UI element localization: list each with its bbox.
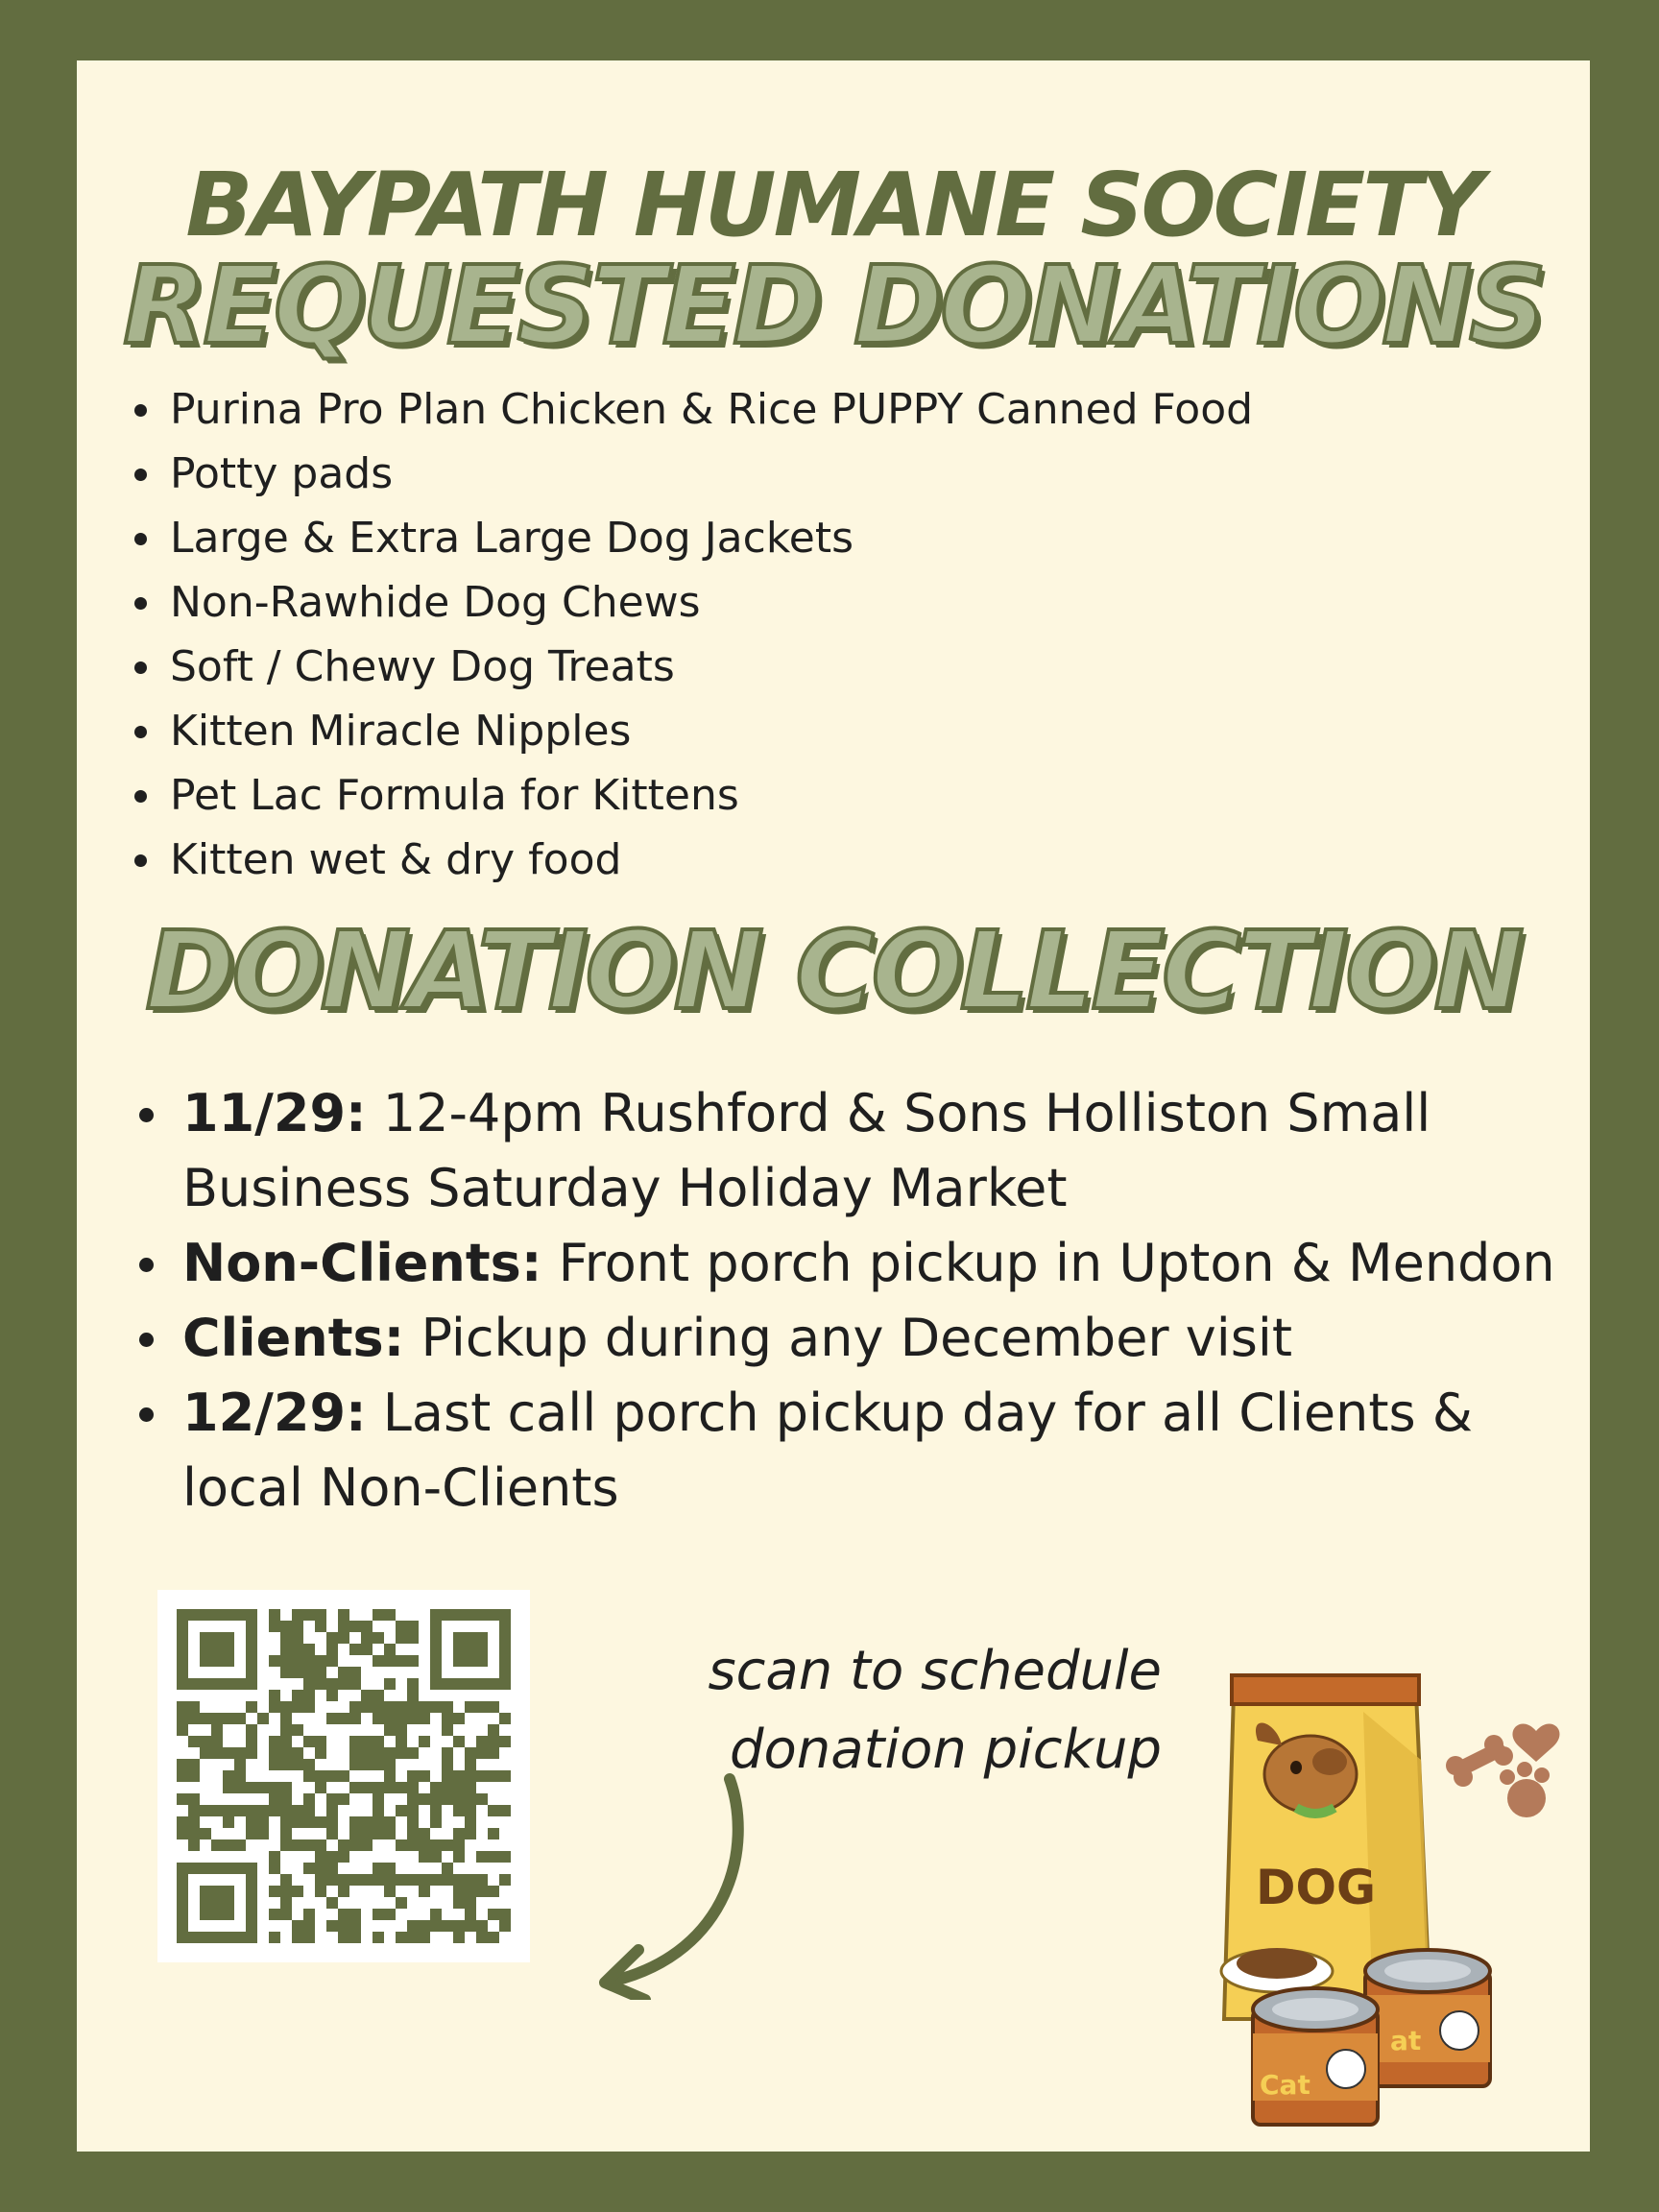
dog-bag-label: DOG bbox=[1256, 1860, 1377, 1915]
collection-item-label: 12/29: bbox=[182, 1382, 367, 1443]
can-label: Cat bbox=[1260, 2069, 1310, 2101]
collection-item bbox=[134, 1226, 1575, 1301]
scan-instructions-line: scan to schedule bbox=[708, 1640, 1162, 1702]
collection-item-label: Non-Clients: bbox=[182, 1233, 542, 1293]
flyer-page bbox=[77, 60, 1590, 2152]
collection-item-label: 11/29: bbox=[182, 1083, 367, 1143]
organization-title: BAYPATH HUMANE SOCIETY bbox=[185, 154, 1481, 256]
collection-item-text: Pickup during any December visit bbox=[404, 1308, 1293, 1368]
collection-item-label: Clients: bbox=[182, 1308, 405, 1368]
list-item: Large & Extra Large Dog Jackets bbox=[130, 506, 1531, 570]
qr-code[interactable] bbox=[157, 1590, 530, 1962]
list-item: Kitten wet & dry food bbox=[130, 828, 1531, 892]
requested-donations-heading: REQUESTED DONATIONS bbox=[123, 244, 1544, 369]
collection-item-text: Last call porch pickup day for all Clients & local Non-Clients bbox=[182, 1382, 1473, 1518]
collection-item-text: 12-4pm Rushford & Sons Holliston Small Business Saturday Holiday Market bbox=[182, 1083, 1431, 1218]
collection-item bbox=[134, 1076, 1575, 1226]
scan-instructions bbox=[547, 1632, 1162, 1790]
collection-item-text: Front porch pickup in Upton & Mendon bbox=[541, 1233, 1555, 1293]
pet-food-illustration bbox=[1142, 1654, 1575, 2134]
list-item: Pet Lac Formula for Kittens bbox=[130, 763, 1531, 828]
cat-food-can-icon bbox=[1365, 1950, 1490, 2086]
list-item: Potty pads bbox=[130, 442, 1531, 506]
requested-donations-list bbox=[130, 377, 1531, 892]
collection-item bbox=[134, 1376, 1575, 1526]
list-item: Kitten Miracle Nipples bbox=[130, 699, 1531, 763]
collection-item bbox=[134, 1301, 1575, 1376]
list-item: Non-Rawhide Dog Chews bbox=[130, 570, 1531, 635]
qr-code-graphic bbox=[177, 1609, 511, 1943]
can-label: at bbox=[1390, 2025, 1422, 2056]
list-item: Soft / Chewy Dog Treats bbox=[130, 635, 1531, 699]
dog-treats-icon bbox=[1446, 1723, 1560, 1817]
list-item: Purina Pro Plan Chicken & Rice PUPPY Canned Food bbox=[130, 377, 1531, 442]
cat-food-can-icon bbox=[1253, 1988, 1378, 2125]
curved-arrow-icon bbox=[586, 1769, 768, 2000]
donation-collection-heading: DONATION COLLECTION bbox=[145, 909, 1522, 1034]
donation-collection-list bbox=[134, 1076, 1575, 1526]
scan-instructions-line: donation pickup bbox=[729, 1719, 1162, 1781]
